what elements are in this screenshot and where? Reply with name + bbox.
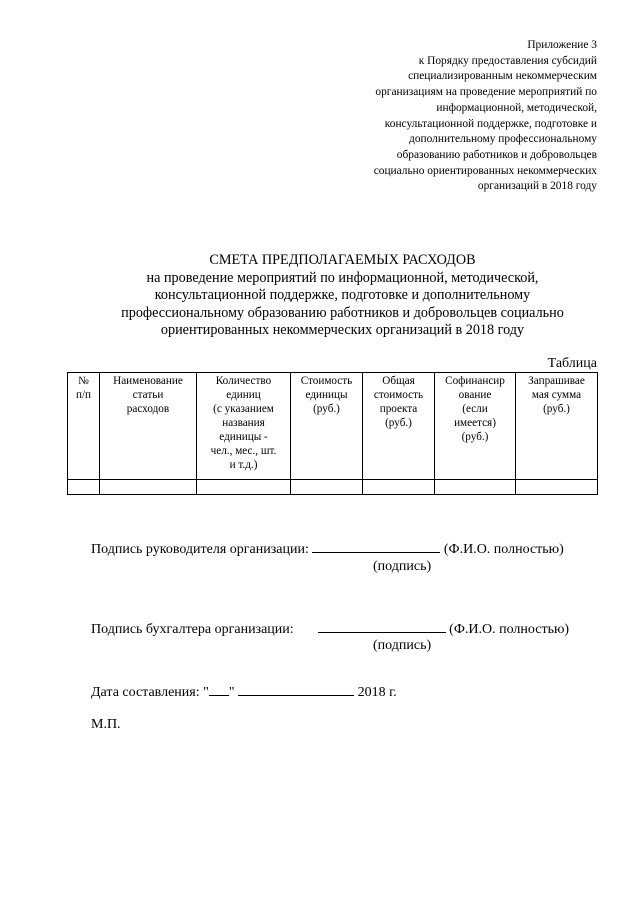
date-year: 2018 г. (357, 685, 397, 700)
appendix-line: социально ориентированных некоммерческих (373, 164, 597, 177)
table-cell[interactable] (100, 480, 197, 495)
header-total-cost: Общая стоимость проекта (руб.) (363, 373, 435, 480)
table-cell[interactable] (291, 480, 363, 495)
document-title (80, 252, 605, 340)
appendix-line: Приложение 3 (527, 39, 597, 51)
appendix-line: дополнительному профессиональному (409, 133, 597, 146)
table-cell[interactable] (435, 480, 516, 495)
accountant-signature-label: Подпись бухгалтера организации: (91, 622, 294, 637)
accountant-signature-line[interactable] (318, 620, 446, 633)
date-label: Дата составления: " (91, 685, 209, 700)
table-header-row (68, 373, 598, 480)
title-line: на проведение мероприятий по информационной, методической, (146, 269, 539, 286)
accountant-signature-suffix: (Ф.И.О. полностью) (449, 622, 570, 637)
title-line: ориентированных некоммерческих организаций в 2018 году (160, 322, 525, 339)
table-cell[interactable] (363, 480, 435, 495)
header-quantity: Количество единиц (с указанием названия единицы - чел., мес., шт. и т.д.) (197, 373, 291, 480)
appendix-line: специализированным некоммерческим (408, 70, 597, 83)
head-signature-row (91, 540, 564, 558)
header-number: № п/п (68, 373, 100, 480)
accountant-signature-row (91, 620, 569, 638)
title-line: консультационной поддержке, подготовке и дополнительному (154, 287, 531, 304)
header-requested-amount: Запрашивае мая сумма (руб.) (516, 373, 598, 480)
title-line: профессиональному образованию работников и добровольцев социально (121, 304, 564, 321)
date-day-line[interactable] (209, 683, 229, 696)
head-signature-sublabel: (подпись) (373, 559, 432, 574)
header-unit-cost: Стоимость единицы (руб.) (291, 373, 363, 480)
date-month-line[interactable] (238, 683, 354, 696)
date-quote: " (228, 685, 235, 700)
appendix-line: организациям на проведение мероприятий по (375, 86, 597, 99)
table-cell[interactable] (516, 480, 598, 495)
table-cell[interactable] (197, 480, 291, 495)
appendix-line: консультационной поддержке, подготовке и (384, 117, 597, 130)
table-row (68, 480, 598, 495)
appendix-line: к Порядку предоставления субсидий (418, 54, 597, 67)
head-signature-label: Подпись руководителя организации: (91, 542, 309, 557)
appendix-line: информационной, методической, (436, 101, 597, 114)
appendix-line: организаций в 2018 году (477, 180, 597, 193)
table-cell[interactable] (68, 480, 100, 495)
date-row (91, 683, 397, 701)
head-signature-suffix: (Ф.И.О. полностью) (443, 542, 564, 557)
accountant-signature-sublabel: (подпись) (373, 638, 432, 653)
header-cofinancing: Софинансир ование (если имеется) (руб.) (435, 373, 516, 480)
appendix-note (297, 38, 597, 195)
title-heading: СМЕТА ПРЕДПОЛАГАЕМЫХ РАСХОДОВ (209, 252, 476, 268)
budget-table (67, 372, 598, 495)
header-item-name: Наименование статьи расходов (100, 373, 197, 480)
head-signature-line[interactable] (312, 540, 440, 553)
table-caption: Таблица (547, 356, 597, 371)
stamp-place: М.П. (91, 717, 121, 732)
appendix-line: образованию работников и добровольцев (396, 148, 597, 161)
